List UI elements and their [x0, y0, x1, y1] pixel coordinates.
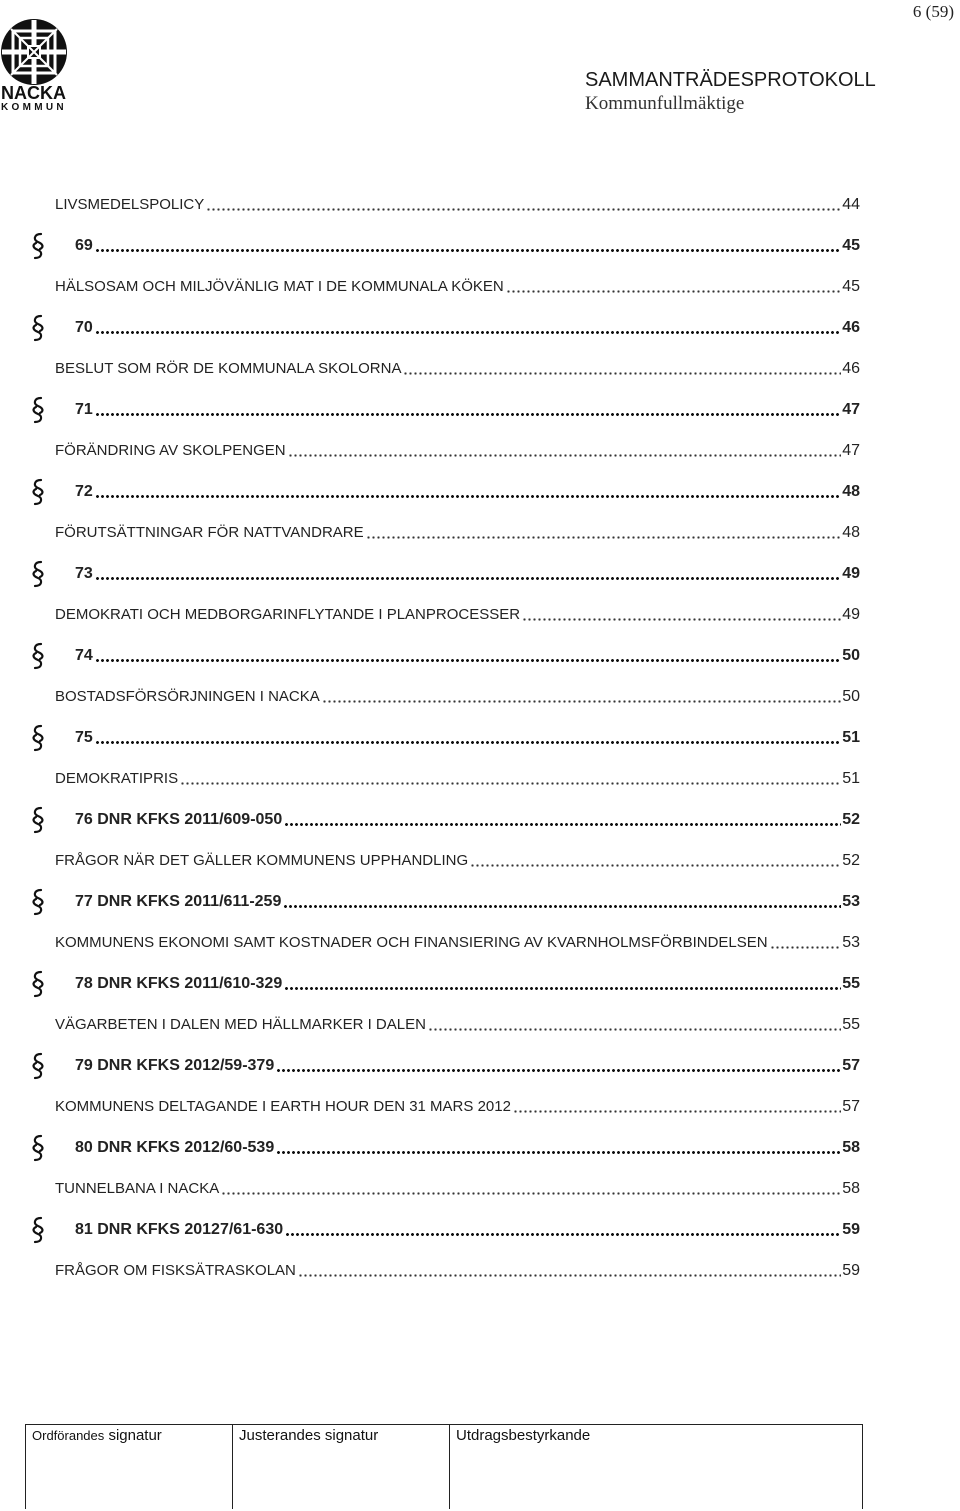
toc-item-entry[interactable] [28, 758, 860, 799]
toc-item-entry[interactable] [28, 512, 860, 553]
dot-leader [95, 321, 841, 335]
toc-section-entry[interactable] [28, 963, 860, 1004]
toc-label: 72 [75, 482, 93, 500]
chair-signature-label: signatur [108, 1427, 162, 1444]
dot-leader [276, 1141, 841, 1155]
toc-label: 75 [75, 728, 93, 746]
toc-page-number: 48 [842, 482, 860, 500]
toc-label: HÄLSOSAM OCH MILJÖVÄNLIG MAT I DE KOMMUNALA KÖKEN [55, 278, 504, 295]
toc-label: KOMMUNENS DELTAGANDE I EARTH HOUR DEN 31 MARS 2012 [55, 1098, 511, 1115]
signature-footer [25, 1424, 863, 1509]
dot-leader [95, 731, 841, 745]
toc-page-number: 50 [842, 646, 860, 664]
toc-section-entry[interactable] [28, 553, 860, 594]
section-sign-icon [28, 313, 48, 343]
toc-label: FRÅGOR OM FISKSÄTRASKOLAN [55, 1262, 296, 1279]
toc-page-number: 47 [842, 400, 860, 418]
toc-section-entry[interactable] [28, 635, 860, 676]
toc-section-entry[interactable] [28, 307, 860, 348]
dot-leader [276, 1059, 841, 1073]
dot-leader [284, 977, 841, 991]
toc-section-entry[interactable] [28, 225, 860, 266]
toc-label: FRÅGOR NÄR DET GÄLLER KOMMUNENS UPPHANDLING [55, 852, 469, 869]
toc-item-entry[interactable] [28, 840, 860, 881]
dot-leader [284, 813, 841, 827]
toc-page-number: 49 [842, 605, 860, 623]
section-sign-icon [28, 559, 48, 589]
dot-leader [513, 1100, 841, 1114]
toc-label: 81 DNR KFKS 20127/61-630 [75, 1220, 284, 1238]
toc-page-number: 55 [842, 1015, 860, 1033]
toc-label: DEMOKRATIPRIS [55, 770, 179, 787]
toc-section-entry[interactable] [28, 1127, 860, 1168]
dot-leader [403, 362, 841, 376]
dot-leader [285, 1223, 841, 1237]
toc-item-entry[interactable] [28, 922, 860, 963]
toc-label: 69 [75, 236, 93, 254]
toc-section-entry[interactable] [28, 799, 860, 840]
toc-page-number: 59 [842, 1220, 860, 1238]
document-title: SAMMANTRÄDESPROTOKOLL [585, 69, 876, 91]
toc-page-number: 51 [842, 728, 860, 746]
nacka-emblem-icon [0, 18, 68, 86]
dot-leader [288, 444, 842, 458]
dot-leader [95, 403, 841, 417]
dot-leader [522, 608, 841, 622]
dot-leader [298, 1264, 841, 1278]
toc-item-entry[interactable] [28, 1168, 860, 1209]
toc-label: BOSTADSFÖRSÖRJNINGEN I NACKA [55, 688, 320, 705]
dot-leader [322, 690, 841, 704]
toc-label: 74 [75, 646, 93, 664]
toc-item-entry[interactable] [28, 1086, 860, 1127]
toc-label: DEMOKRATI OCH MEDBORGARINFLYTANDE I PLANPROCESSER [55, 606, 521, 623]
toc-label: 77 DNR KFKS 2011/611-259 [75, 892, 282, 910]
toc-page-number: 55 [842, 974, 860, 992]
toc-page-number: 53 [842, 892, 860, 910]
toc-item-entry[interactable] [28, 1004, 860, 1045]
toc-label: TUNNELBANA I NACKA [55, 1180, 220, 1197]
toc-item-entry[interactable] [28, 184, 860, 225]
toc-section-entry[interactable] [28, 717, 860, 758]
chair-signature-cell [26, 1425, 233, 1509]
toc-section-entry[interactable] [28, 471, 860, 512]
toc-label: KOMMUNENS EKONOMI SAMT KOSTNADER OCH FINANSIERING AV KVARNHOLMSFÖRBINDELSEN [55, 934, 768, 951]
toc-page-number: 59 [842, 1261, 860, 1279]
toc-section-entry[interactable] [28, 1209, 860, 1250]
toc-label: BESLUT SOM RÖR DE KOMMUNALA SKOLORNA [55, 360, 402, 377]
adjuster-signature-cell [233, 1425, 450, 1509]
toc-page-number: 57 [842, 1097, 860, 1115]
toc-page-number: 45 [842, 277, 860, 295]
logo-subname: KOMMUN [1, 102, 67, 113]
document-header [585, 68, 876, 116]
toc-page-number: 48 [842, 523, 860, 541]
toc-label: 76 DNR KFKS 2011/609-050 [75, 810, 283, 828]
adjuster-signature-label: Justerandes signatur [239, 1427, 379, 1444]
toc-page-number: 53 [842, 933, 860, 951]
toc-page-number: 51 [842, 769, 860, 787]
toc-item-entry[interactable] [28, 594, 860, 635]
dot-leader [770, 936, 842, 950]
toc-label: 80 DNR KFKS 2012/60-539 [75, 1138, 275, 1156]
toc-item-entry[interactable] [28, 266, 860, 307]
toc-page-number: 52 [842, 851, 860, 869]
toc-label: LIVSMEDELSPOLICY [55, 196, 205, 213]
section-sign-icon [28, 1133, 48, 1163]
section-sign-icon [28, 395, 48, 425]
toc-label: FÖRÄNDRING AV SKOLPENGEN [55, 442, 286, 459]
dot-leader [283, 895, 841, 909]
toc-page-number: 57 [842, 1056, 860, 1074]
toc-page-number: 45 [842, 236, 860, 254]
dot-leader [95, 485, 841, 499]
dot-leader [180, 772, 841, 786]
toc-label: 73 [75, 564, 93, 582]
toc-label: 71 [75, 400, 93, 418]
toc-page-number: 49 [842, 564, 860, 582]
toc-label: VÄGARBETEN I DALEN MED HÄLLMARKER I DALEN [55, 1016, 426, 1033]
toc-page-number: 50 [842, 687, 860, 705]
section-sign-icon [28, 805, 48, 835]
document-subtitle: Kommunfullmäktige [585, 93, 745, 114]
dot-leader [470, 854, 841, 868]
section-sign-icon [28, 887, 48, 917]
toc-section-entry[interactable] [28, 1045, 860, 1086]
toc-item-entry[interactable] [28, 430, 860, 471]
chair-label: Ordförandes [32, 1428, 105, 1443]
section-sign-icon [28, 477, 48, 507]
section-sign-icon [28, 1051, 48, 1081]
nacka-logo [0, 18, 72, 118]
toc-label: FÖRUTSÄTTNINGAR FÖR NATTVANDRARE [55, 524, 364, 541]
certification-label: Utdragsbestyrkande [456, 1427, 591, 1444]
dot-leader [221, 1182, 841, 1196]
section-sign-icon [28, 723, 48, 753]
toc-page-number: 44 [842, 195, 860, 213]
toc-page-number: 52 [842, 810, 860, 828]
dot-leader [95, 239, 841, 253]
toc-label: 79 DNR KFKS 2012/59-379 [75, 1056, 275, 1074]
toc-page-number: 47 [842, 441, 860, 459]
toc-page-number: 46 [842, 359, 860, 377]
toc-page-number: 46 [842, 318, 860, 336]
toc-section-entry[interactable] [28, 389, 860, 430]
section-sign-icon [28, 969, 48, 999]
section-sign-icon [28, 1215, 48, 1245]
certification-cell [450, 1425, 862, 1509]
dot-leader [428, 1018, 841, 1032]
toc-item-entry[interactable] [28, 348, 860, 389]
toc-section-entry[interactable] [28, 881, 860, 922]
dot-leader [506, 280, 841, 294]
toc-page-number: 58 [842, 1138, 860, 1156]
table-of-contents [28, 184, 860, 1291]
dot-leader [95, 649, 841, 663]
toc-label: 70 [75, 318, 93, 336]
toc-page-number: 58 [842, 1179, 860, 1197]
toc-item-entry[interactable] [28, 1250, 860, 1291]
dot-leader [206, 198, 841, 212]
logo-name: NACKA [1, 83, 66, 103]
dot-leader [366, 526, 842, 540]
dot-leader [95, 567, 841, 581]
section-sign-icon [28, 231, 48, 261]
toc-label: 78 DNR KFKS 2011/610-329 [75, 974, 283, 992]
page-number: 6 (59) [912, 2, 954, 21]
section-sign-icon [28, 641, 48, 671]
toc-item-entry[interactable] [28, 676, 860, 717]
